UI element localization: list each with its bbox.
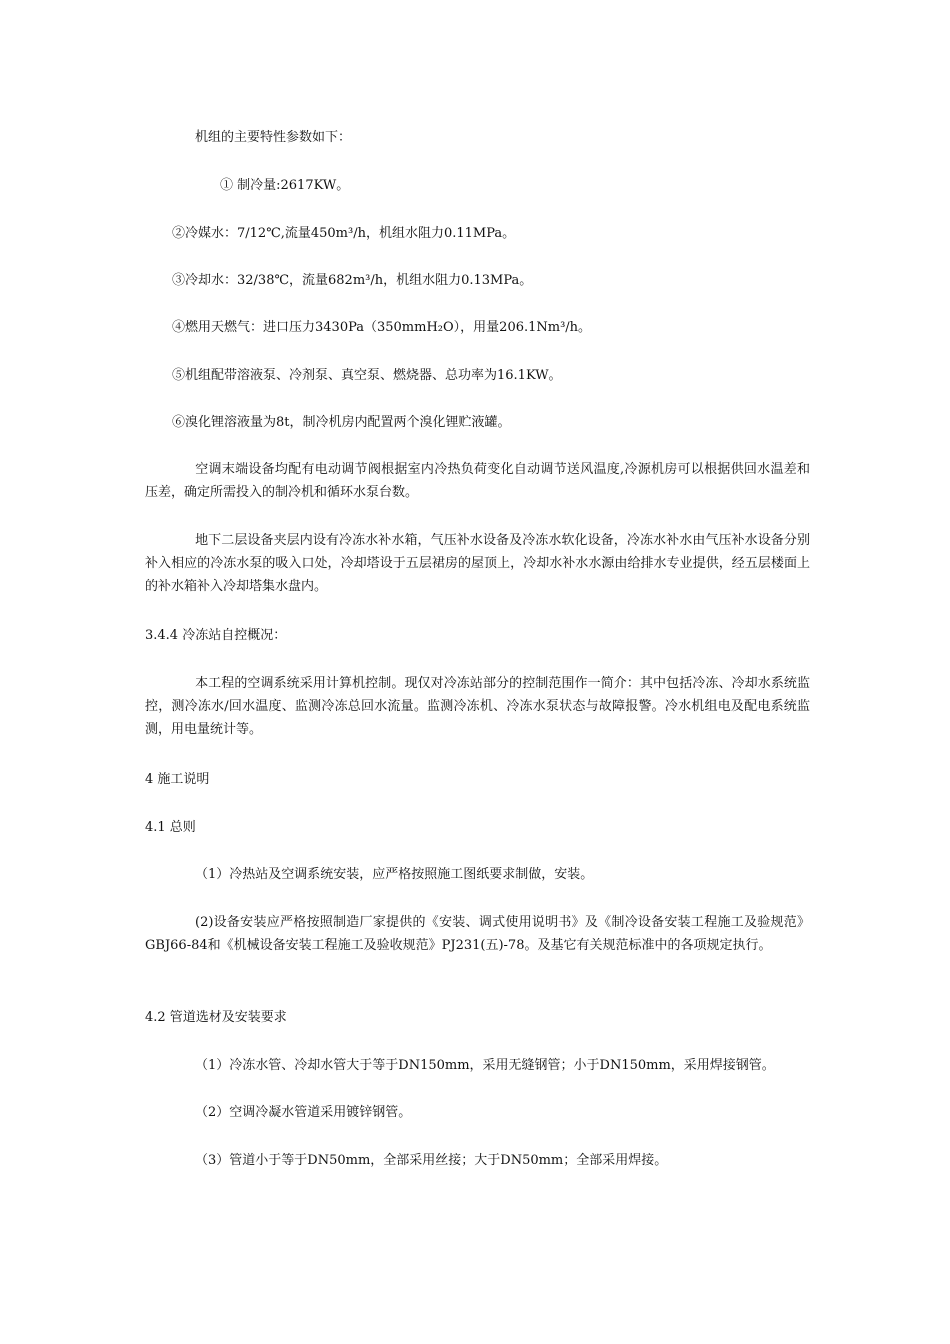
heading-4: 4 施工说明 [145,772,210,787]
general-item-2-text: (2)设备安装应严格按照制造厂家提供的《安装、调式使用说明书》及《制冷设备安装工程施工及验规范》GBJ66-84和《机械设备安装工程施工及验收规范》PJ231(五)-78。及基它有关规范标准中的各项规定执行。 [145,915,810,953]
spec-item-3: ③冷却水：32/38℃，流量682m³/h，机组水阻力0.13MPa。 [172,273,533,288]
spec-item-5: ⑤机组配带溶液泵、冷剂泵、真空泵、燃烧器、总功率为16.1KW。 [172,368,562,383]
spec-item-4: ④燃用天燃气：进口压力3430Pa（350mmH₂O），用量206.1Nm³/h。 [172,320,592,335]
paragraph-control-text: 本工程的空调系统采用计算机控制。现仅对冷冻站部分的控制范围作一简介：其中包括冷冻、冷却水系统监控，测冷冻水/回水温度、监测冷冻总回水流量。监测冷冻机、冷冻水泵状态与故障报警。冷水机组电及配电系统监测，用电量统计等。 [145,676,810,737]
pipe-item-1: （1）冷冻水管、冷却水管大于等于DN150mm，采用无缝钢管；小于DN150mm，采用焊接钢管。 [195,1058,775,1073]
general-item-2 [145,911,810,957]
paragraph-control [145,672,810,741]
heading-4-1: 4.1 总则 [145,820,196,835]
pipe-item-3: （3）管道小于等于DN50mm，全部采用丝接；大于DN50mm；全部采用焊接。 [195,1153,668,1168]
spec-item-6: ⑥溴化锂溶液量为8t，制冷机房内配置两个溴化锂贮液罐。 [172,415,511,430]
pipe-item-2: （2）空调冷凝水管道采用镀锌钢管。 [195,1105,412,1120]
general-item-1: （1）冷热站及空调系统安装，应严格按照施工图纸要求制做，安装。 [195,867,594,882]
paragraph-basement-equipment [145,529,810,598]
intro-text: 机组的主要特性参数如下： [195,130,352,145]
paragraph-basement-text: 地下二层设备夹层内设有冷冻水补水箱，气压补水设备及冷冻水软化设备，冷冻水补水由气压补水设备分别补入相应的冷冻水泵的吸入口处，冷却塔设于五层裙房的屋顶上，冷却水补水水源由给排水专业提供，经五层楼面上的补水箱补入冷却塔集水盘内。 [145,533,810,594]
spec-item-2: ②冷媒水：7/12℃,流量450m³/h，机组水阻力0.11MPa。 [172,226,516,241]
heading-3-4-4: 3.4.4 冷冻站自控概况： [145,628,287,643]
paragraph-terminal-equipment [145,458,810,504]
spec-item-1: ① 制冷量:2617KW。 [220,178,350,193]
paragraph-terminal-text: 空调末端设备均配有电动调节阀根据室内冷热负荷变化自动调节送风温度,冷源机房可以根据供回水温差和压差，确定所需投入的制冷机和循环水泵台数。 [145,462,810,500]
heading-4-2: 4.2 管道选材及安装要求 [145,1010,287,1025]
